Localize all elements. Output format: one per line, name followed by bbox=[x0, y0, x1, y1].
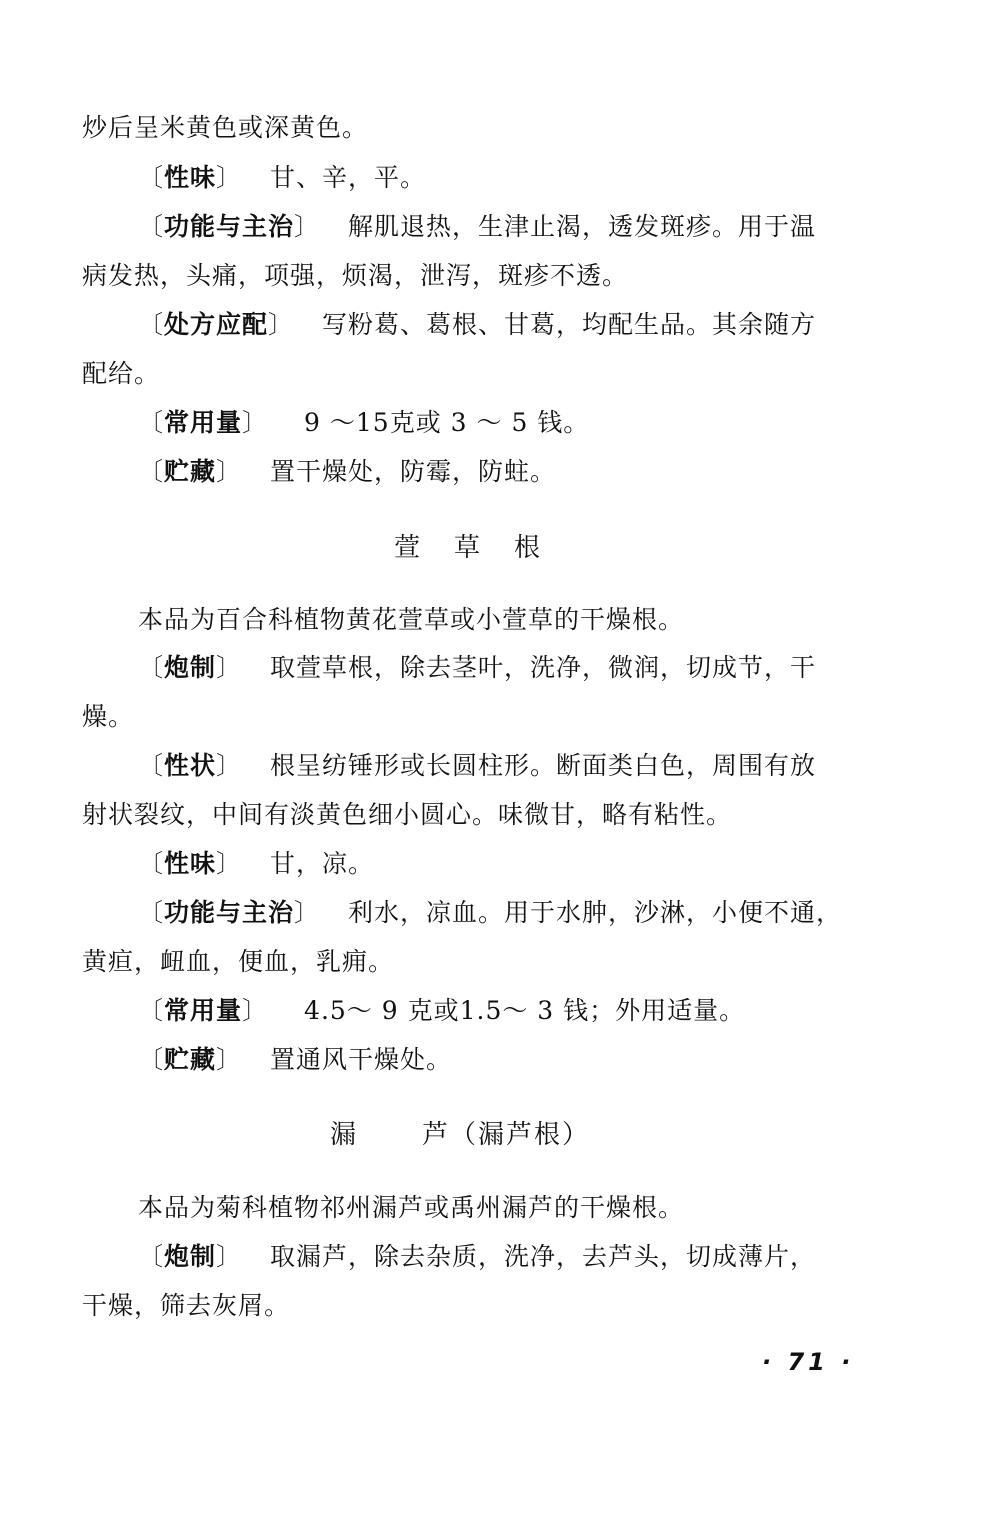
entry-heading: 处方应配 bbox=[164, 310, 269, 339]
entry-heading: 贮藏 bbox=[164, 1045, 217, 1074]
section-title-part: 漏 bbox=[330, 1120, 357, 1150]
entry-changyongliang: 〔常用量〕 9 ～15克或 3 ～ 5 钱。 bbox=[138, 408, 590, 437]
entry-heading: 性味 bbox=[164, 163, 217, 192]
entry-xingwei: 〔性味〕 甘、辛，平。 bbox=[138, 163, 427, 192]
entry-heading: 炮制 bbox=[164, 1242, 217, 1271]
entry-xingwei: 〔性味〕 甘，凉。 bbox=[138, 849, 375, 878]
paragraph-text: 配给。 bbox=[82, 359, 161, 388]
paragraph-text: 干燥，筛去灰屑。 bbox=[82, 1291, 291, 1320]
text-line bbox=[82, 800, 732, 830]
entry-text: 解肌退热，生津止渴，透发斑疹。用于温 bbox=[348, 212, 817, 241]
entry-gongneng: 〔功能与主治〕 解肌退热，生津止渴，透发斑疹。用于温 bbox=[138, 212, 817, 241]
text-line bbox=[82, 1291, 290, 1321]
entry-chufang: 〔处方应配〕 写粉葛、葛根、甘葛，均配生品。其余随方 bbox=[138, 310, 817, 339]
text-line bbox=[82, 359, 160, 389]
entry-heading: 常用量 bbox=[164, 408, 243, 437]
text-line bbox=[82, 261, 628, 291]
entry-text: 利水，凉血。用于水肿，沙淋，小便不通， bbox=[348, 898, 843, 927]
paragraph-text: 射状裂纹，中间有淡黄色细小圆心。味微甘，略有粘性。 bbox=[82, 800, 733, 829]
entry-heading: 性状 bbox=[164, 751, 217, 780]
entry-text: 写粉葛、葛根、甘葛，均配生品。其余随方 bbox=[322, 310, 817, 339]
entry-text: 4.5～ 9 克或1.5～ 3 钱；外用适量。 bbox=[304, 996, 746, 1025]
page-number: · 71 · bbox=[762, 1348, 855, 1376]
paragraph-text: 本品为菊科植物祁州漏芦或禹州漏芦的干燥根。 bbox=[138, 1193, 685, 1222]
entry-text: 取萱草根，除去茎叶，洗净，微润，切成节，干 bbox=[270, 653, 817, 682]
entry-text: 甘、辛，平。 bbox=[270, 163, 427, 192]
entry-zhucang: 〔贮藏〕 置通风干燥处。 bbox=[138, 1045, 453, 1074]
entry-text: 置通风干燥处。 bbox=[270, 1045, 453, 1074]
entry-paozhi: 〔炮制〕 取漏芦，除去杂质，洗净，去芦头，切成薄片， bbox=[138, 1242, 817, 1271]
paragraph-text: 燥。 bbox=[82, 702, 135, 731]
text-line bbox=[82, 113, 368, 143]
entry-gongneng: 〔功能与主治〕 利水，凉血。用于水肿，沙淋，小便不通， bbox=[138, 898, 843, 927]
text-line bbox=[138, 1193, 684, 1223]
section-title bbox=[330, 1119, 590, 1151]
entry-paozhi: 〔炮制〕 取萱草根，除去茎叶，洗净，微润，切成节，干 bbox=[138, 653, 817, 682]
entry-heading: 功能与主治 bbox=[164, 898, 295, 927]
entry-heading: 炮制 bbox=[164, 653, 217, 682]
paragraph-text: 炒后呈米黄色或深黄色。 bbox=[82, 113, 369, 142]
paragraph-text: 本品为百合科植物黄花萱草或小萱草的干燥根。 bbox=[138, 605, 685, 634]
entry-heading: 贮藏 bbox=[164, 457, 217, 486]
entry-heading: 常用量 bbox=[164, 996, 243, 1025]
entry-text: 9 ～15克或 3 ～ 5 钱。 bbox=[304, 408, 590, 437]
text-line bbox=[138, 605, 684, 635]
entry-heading: 功能与主治 bbox=[164, 212, 295, 241]
entry-heading: 性味 bbox=[164, 849, 217, 878]
text-line bbox=[82, 947, 394, 977]
entry-text: 取漏芦，除去杂质，洗净，去芦头，切成薄片， bbox=[270, 1242, 817, 1271]
section-title-part: 芦（漏芦根） bbox=[422, 1120, 591, 1150]
section-title: 萱草根 bbox=[394, 533, 575, 563]
entry-xingzhuang: 〔性状〕 根呈纺锤形或长圆柱形。断面类白色，周围有放 bbox=[138, 751, 817, 780]
entry-text: 置干燥处，防霉，防蛀。 bbox=[270, 457, 557, 486]
entry-zhucang: 〔贮藏〕 置干燥处，防霉，防蛀。 bbox=[138, 457, 557, 486]
paragraph-text: 黄疸，衄血，便血，乳痈。 bbox=[82, 947, 395, 976]
text-line bbox=[82, 702, 134, 732]
paragraph-text: 病发热，头痛，项强，烦渴，泄泻，斑疹不透。 bbox=[82, 261, 629, 290]
entry-text: 甘，凉。 bbox=[270, 849, 375, 878]
entry-text: 根呈纺锤形或长圆柱形。断面类白色，周围有放 bbox=[270, 751, 817, 780]
entry-changyongliang: 〔常用量〕 4.5～ 9 克或1.5～ 3 钱；外用适量。 bbox=[138, 996, 746, 1025]
